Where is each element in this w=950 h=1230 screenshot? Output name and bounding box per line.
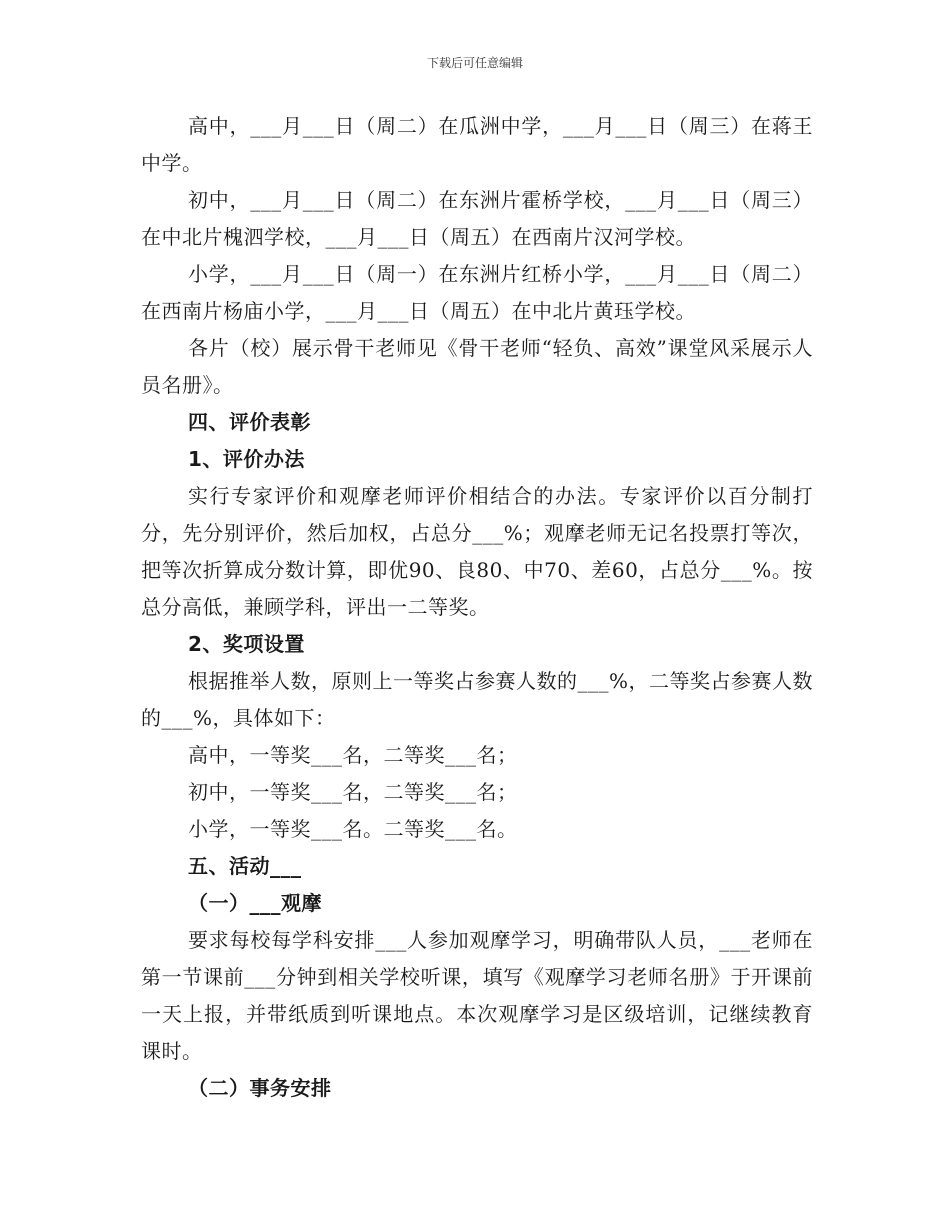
section-heading-evaluation: 四、评价表彰 [188, 410, 311, 434]
subheading-observation: （一）___观摩 [188, 891, 322, 915]
paragraph-evaluation-method: 实行专家评价和观摩老师评价相结合的办法。专家评价以百分制打分，先分别评价，然后加权，占总分___%；观摩老师无记名投票打等次，把等次折算成分数计算，即优90、良80、中70、差60，占总分___%。按总分高低，兼顾学科，评出一二等奖。 [141, 484, 813, 619]
document-body [141, 108, 813, 1107]
section-heading-activity: 五、活动___ [188, 854, 302, 878]
page-header: 下载后可任意编辑 [426, 56, 523, 70]
paragraph-backbone-teachers: 各片（校）展示骨干老师见《骨干老师“轻负、高效”课堂风采展示人员名册》。 [141, 336, 813, 397]
subheading-affairs: （二）事务安排 [188, 1076, 332, 1100]
paragraph-award-middle-school: 初中，一等奖___名，二等奖___名； [188, 780, 518, 804]
subheading-evaluation-method: 1、评价办法 [188, 447, 305, 471]
paragraph-award-high-school: 高中，一等奖___名，二等奖___名； [188, 743, 518, 767]
paragraph-primary-school-schedule: 小学，___月___日（周一）在东洲片红桥小学，___月___日（周二）在西南片杨庙小学，___月___日（周五）在中北片黄珏学校。 [141, 262, 813, 323]
subheading-award-setting: 2、奖项设置 [188, 632, 305, 656]
paragraph-middle-school-schedule: 初中，___月___日（周二）在东洲片霍桥学校，___月___日（周三）在中北片槐泗学校，___月___日（周五）在西南片汉河学校。 [141, 188, 813, 249]
paragraph-award-primary-school: 小学，一等奖___名。二等奖___名。 [188, 817, 518, 841]
paragraph-high-school-schedule: 高中，___月___日（周二）在瓜洲中学，___月___日（周三）在蒋王中学。 [141, 114, 813, 175]
paragraph-award-ratio: 根据推举人数，原则上一等奖占参赛人数的___%，二等奖占参赛人数的___%，具体如下： [141, 669, 814, 730]
paragraph-observation-requirements: 要求每校每学科安排___人参加观摩学习，明确带队人员，___老师在第一节课前___分钟到相关学校听课，填写《观摩学习老师名册》于开课前一天上报，并带纸质到听课地点。本次观摩学习是区级培训，记继续教育课时。 [141, 928, 813, 1063]
